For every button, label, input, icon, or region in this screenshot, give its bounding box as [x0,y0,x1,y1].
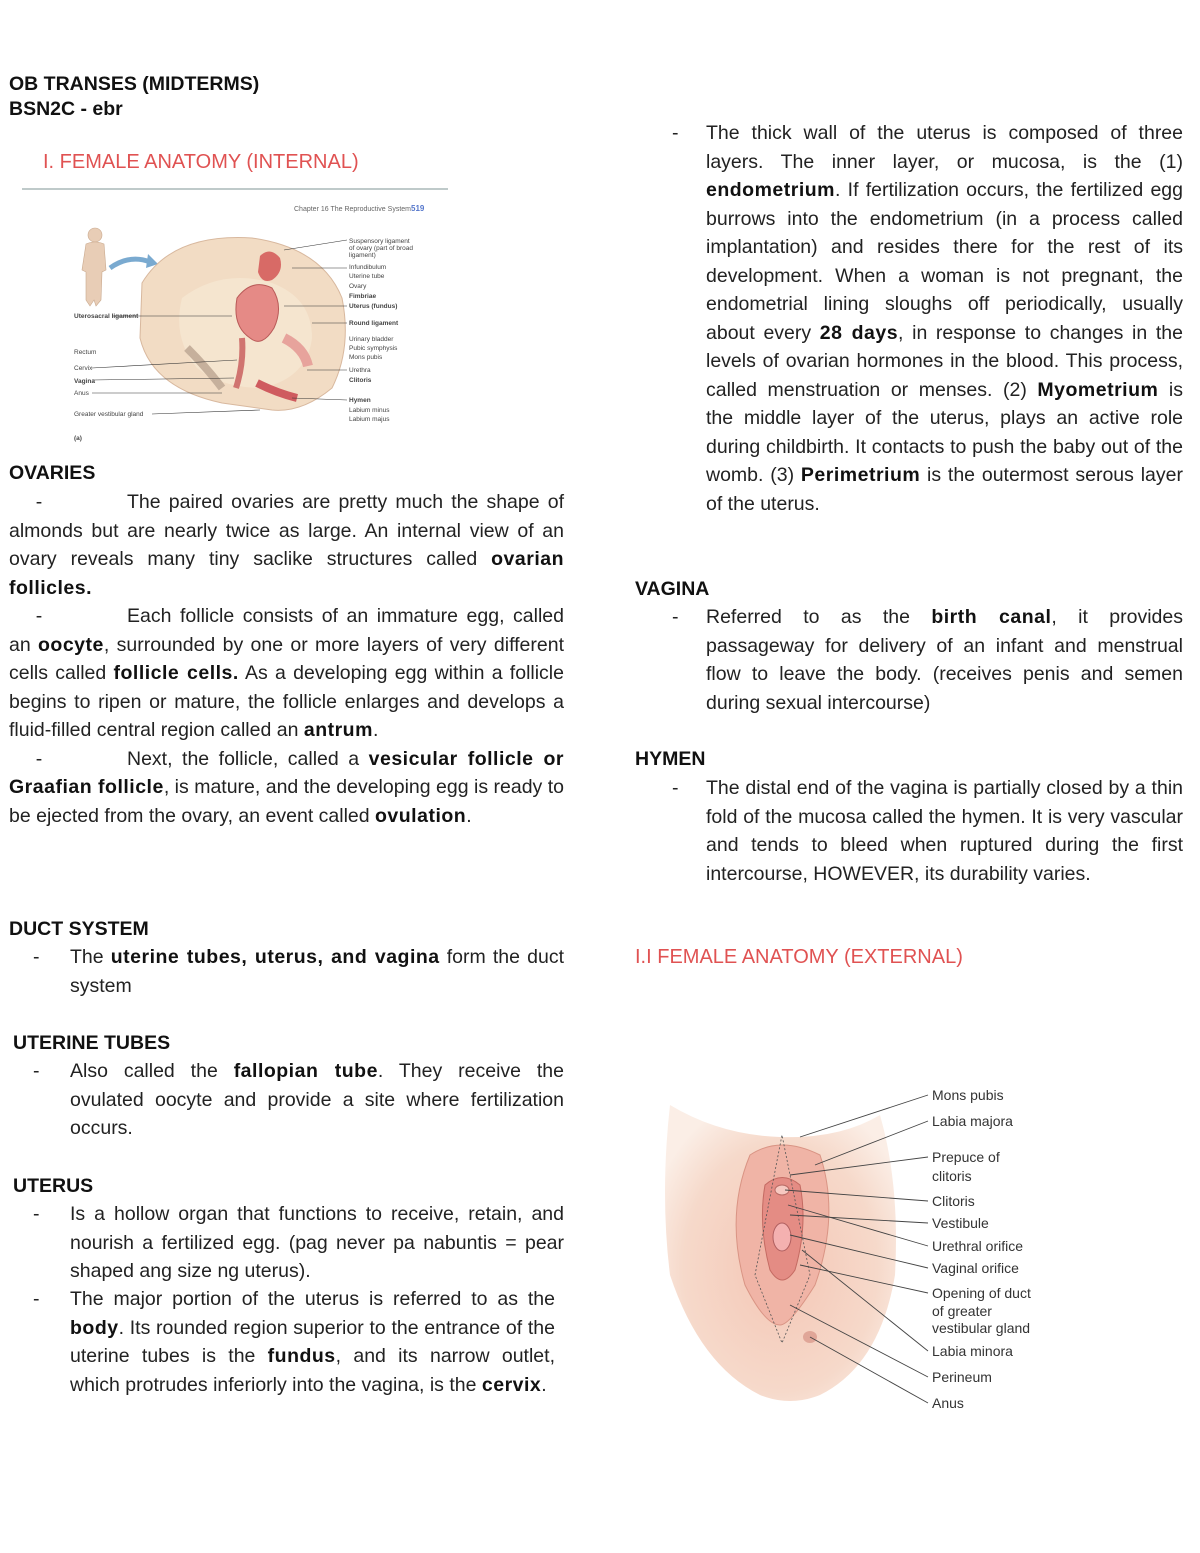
ovaries-paragraph-3: - Next, the follicle, called a vesicular follicle or Graafian follicle, is mature, and the developing egg is ready to be ejected from the ovary, an event called ovulation. [9,747,564,827]
svg-text:Suspensory ligament: Suspensory ligament [349,238,410,245]
svg-text:Labium minus: Labium minus [349,407,390,414]
uterus-item-2: - The major portion of the uterus is referred to as the body. Its rounded region superior to the entrance of the uterine tubes is the fundus, and its narrow outlet, which protrudes inferiorly into the vagina, is the cervix. [33,1288,555,1396]
svg-text:Urethra: Urethra [349,367,371,374]
section-title-internal: I. FEMALE ANATOMY (INTERNAL) [43,151,359,173]
label-urethral-orifice: Urethral orifice [932,1238,1024,1254]
pelvic-section [140,238,345,411]
fig1-panel-label: (a) [74,435,82,442]
label-duct-line2: of greater [932,1303,992,1319]
uterus-item-1: - Is a hollow organ that functions to receive, retain, and nourish a fertilized egg. (pag never pa nabuntis = pear shaped ang size ng uterus). [33,1203,564,1282]
svg-text:Rectum: Rectum [74,349,97,356]
fig1-page-number: 519 [411,204,425,213]
heading-uterine-tubes: UTERINE TUBES [13,1032,171,1054]
svg-text:Greater vestibular gland: Greater vestibular gland [74,411,144,418]
label-mons-pubis: Mons pubis [932,1087,1004,1103]
svg-text:Pubic symphysis: Pubic symphysis [349,345,398,352]
fig1-page-header: Chapter 16 The Reproductive System [294,206,411,213]
label-labia-minora: Labia minora [932,1343,1013,1359]
vagina-item: - Referred to as the birth canal, it provides passageway for delivery of an infant and menstrual flow to leave the body. (receives penis and semen during sexual intercourse) [672,606,1183,714]
hymen-item: - The distal end of the vagina is partially closed by a thin fold of the mucosa called the hymen. It is very vascular and tends to bleed when ruptured during the first intercourse, HOWEVER, its durability varies. [672,777,1183,885]
figure-internal-anatomy [22,188,452,444]
figure-external-anatomy [640,1075,1060,1420]
heading-duct-system: DUCT SYSTEM [9,918,149,940]
external-labels [932,1087,1031,1411]
external-anatomy-illustration [640,1075,1060,1420]
svg-text:Anus: Anus [74,390,89,397]
svg-text:Hymen: Hymen [349,397,371,404]
doc-subtitle: BSN2C - ebr [9,98,123,120]
svg-text:Ovary: Ovary [349,283,367,290]
svg-text:ligament): ligament) [349,252,376,259]
tubes-item: - Also called the fallopian tube. They receive the ovulated oocyte and provide a site where fertilization occurs. [33,1060,565,1139]
ovaries-paragraph-1: - The paired ovaries are pretty much the shape of almonds but are nearly twice as large. An internal view of an ovary reveals many tiny saclike structures called ovarian follicles. [9,491,564,599]
label-perineum: Perineum [932,1369,992,1385]
heading-hymen: HYMEN [635,748,706,770]
svg-text:Mons pubis: Mons pubis [349,354,383,361]
svg-text:of ovary (part of broad: of ovary (part of broad [349,245,413,252]
doc-title: OB TRANSES (MIDTERMS) [9,73,260,95]
duct-item: - The uterine tubes, uterus, and vagina form the duct system [33,946,564,997]
label-vestibule: Vestibule [932,1215,989,1231]
svg-text:Cervix: Cervix [74,365,93,372]
label-prepuce-line2: clitoris [932,1168,972,1184]
heading-uterus: UTERUS [13,1175,94,1197]
label-prepuce-line1: Prepuce of [932,1149,1000,1165]
svg-text:Uterus (fundus): Uterus (fundus) [349,303,398,310]
svg-text:Urinary bladder: Urinary bladder [349,336,394,343]
label-vaginal-orifice: Vaginal orifice [932,1260,1019,1276]
label-duct-line1: Opening of duct [932,1285,1031,1301]
svg-text:Fimbriae: Fimbriae [349,293,377,300]
arrow-icon [110,259,150,268]
label-anus: Anus [932,1395,964,1411]
svg-text:Round ligament: Round ligament [349,320,399,327]
doc-header [9,72,564,122]
label-clitoris: Clitoris [932,1193,975,1209]
svg-text:Clitoris: Clitoris [349,377,372,384]
ovaries-body [9,488,564,830]
label-duct-line3: vestibular gland [932,1320,1031,1336]
svg-text:Uterine tube: Uterine tube [349,273,385,280]
heading-ovaries: OVARIES [9,462,96,484]
label-labia-majora: Labia majora [932,1113,1013,1129]
uterine-wall-item: - The thick wall of the uterus is composed of three layers. The inner layer, or mucosa, is the (1) endometrium. If fertilization occurs, the fertilized egg burrows into the endometrium (in a process called implantation) and resides there for the rest of its development. When a woman is not pregnant, the endometrial lining sloughs off periodically, usually about every 28 days, in response to changes in the levels of ovarian hormones in the blood. This process, called menstruation or menses. (2) Myometrium is the middle layer of the uterus, plays an active role during childbirth. It contacts to push the baby out of the womb. (3) Perimetrium is the outermost serous layer of the uterus. [672,122,1183,515]
section-title-external: I.I FEMALE ANATOMY (EXTERNAL) [635,946,963,968]
svg-text:Vagina: Vagina [74,378,95,385]
svg-text:Infundibulum: Infundibulum [349,264,387,271]
ovaries-paragraph-2: - Each follicle consists of an immature egg, called an oocyte, surrounded by one or more layers of very different cells called follicle cells. As a developing egg within a follicle begins to ripen or mature, the follicle enlarges and develops a fluid-filled central region called an antrum. [9,605,564,741]
svg-text:Labium majus: Labium majus [349,416,390,423]
internal-anatomy-illustration [22,188,452,444]
svg-text:Uterosacral ligament: Uterosacral ligament [74,313,139,320]
body-silhouette [82,228,106,306]
heading-vagina: VAGINA [635,578,710,600]
